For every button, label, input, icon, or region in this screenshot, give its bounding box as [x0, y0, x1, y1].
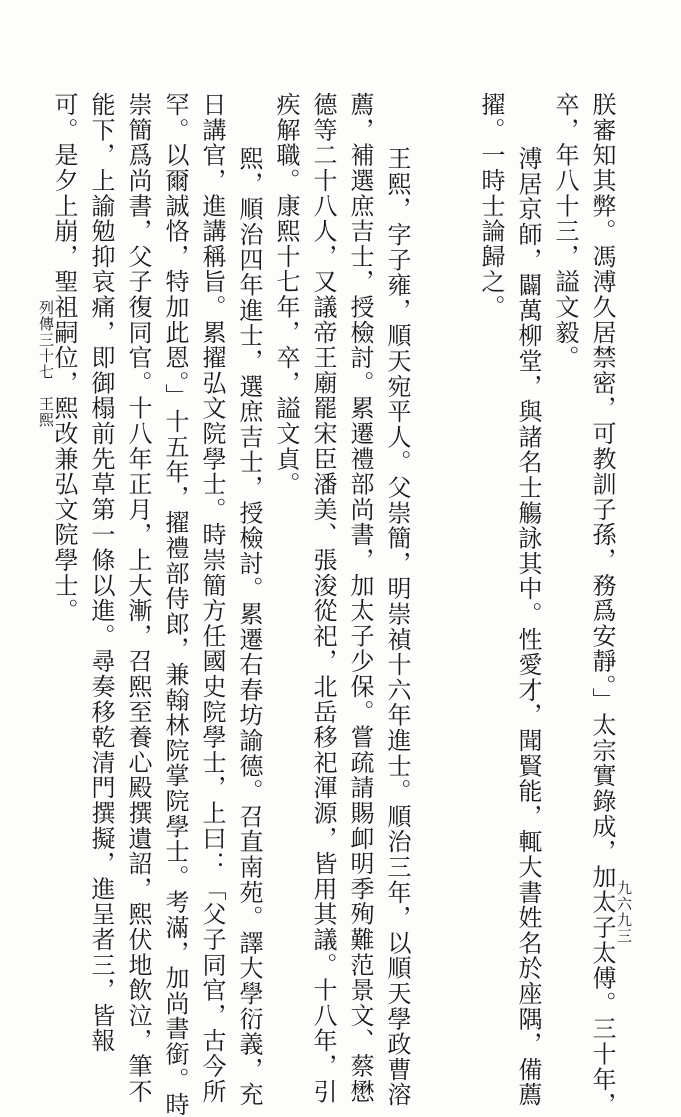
- text-column-4: 擢。一時士論歸之。: [477, 92, 505, 320]
- running-head: 列傳三十七 王熙: [37, 300, 55, 428]
- page-number: 九六九三: [615, 880, 633, 944]
- text-column-10: 日講官，進講稱旨。累擢弘文院學士。時崇簡方任國史院學士，上曰：「父子同官，古今所: [198, 92, 226, 1104]
- text-column-3: 溥居京師，闢萬柳堂，與諸名士觴詠其中。性愛才，聞賢能，輒大書姓名於座隅，備薦: [514, 146, 542, 1108]
- text-column-1: 朕審知其弊。馮溥久居禁密，可教訓子孫，務爲安靜。」太宗實錄成，加太子太傅。三十年，: [588, 92, 616, 1117]
- text-column-11: 罕。以爾誠恪，特加此恩。」十五年，擢禮部侍郎，兼翰林院掌院學士。考滿，加尚書銜。時: [161, 92, 189, 1117]
- text-column-8: 疾解職。康熙十七年，卒，謚文貞。: [272, 92, 300, 497]
- text-column-13: 能下，上諭勉抑哀痛，即御榻前先草第一條以進。尋奏移乾清門撰擬，進呈者三，皆報: [87, 92, 115, 1054]
- text-column-2: 卒，年八十三，謚文毅。: [551, 92, 579, 371]
- text-column-9: 熙，順治四年進士，選庶吉士，授檢討。累遷右春坊諭德。召直南苑。譯大學衍義，充: [235, 146, 263, 1108]
- text-column-14: 可。是夕上崩，聖祖嗣位，熙改兼弘文院學士。: [50, 92, 78, 624]
- text-column-12: 崇簡爲尚書，父子復同官。十八年正月，上大漸，召熙至養心殿撰遺詔，熙伏地飲泣，筆不: [124, 92, 152, 1104]
- text-column-6: 薦，補選庶吉士，授檢討。累遷禮部尚書，加太子少保。嘗疏請賜卹明季殉難范景文、蔡懋: [346, 92, 374, 1104]
- text-column-5: 王熙，字子雍，順天宛平人。父崇簡，明崇禎十六年進士。順治三年，以順天學政曹溶: [383, 146, 411, 1108]
- text-column-7: 德等二十八人，又議帝王廟罷宋臣潘美、張浚從祀，北岳移祀渾源，皆用其議。十八年，引: [309, 92, 337, 1104]
